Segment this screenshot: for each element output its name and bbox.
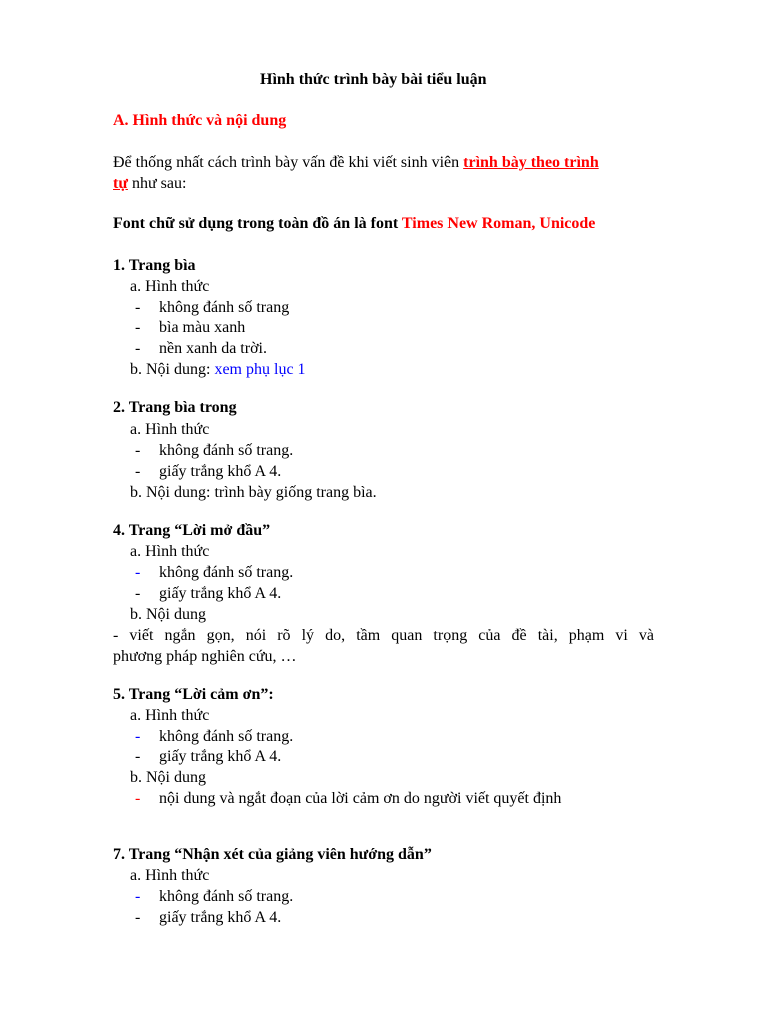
section-7-heading: 7. Trang “Nhận xét của giảng viên hướng dẫn”: [113, 846, 432, 863]
section-1-heading: 1. Trang bìa: [113, 257, 196, 274]
appendix-link[interactable]: xem phụ lục 1: [214, 361, 306, 378]
bullet-dash: -: [135, 442, 141, 459]
section-1-a: a. Hình thức: [130, 278, 210, 295]
bullet-dash: -: [135, 319, 141, 336]
section-5-a: a. Hình thức: [130, 707, 210, 724]
intro-line-2: [113, 174, 186, 194]
section-5-content: nội dung và ngắt đoạn của lời cảm ơn do người viết quyết định: [159, 790, 562, 807]
intro-emphasis-1: trình bày theo trình: [463, 154, 599, 171]
section-4-item-1: không đánh số trang.: [159, 564, 294, 581]
intro-emphasis-2: tự: [113, 175, 128, 192]
font-note: [113, 214, 595, 234]
section-4-a: a. Hình thức: [130, 543, 210, 560]
section-4-heading: 4. Trang “Lời mở đầu”: [113, 522, 271, 539]
section-7-item-2: giấy trắng khổ A 4.: [159, 909, 282, 926]
bullet-dash: -: [135, 340, 141, 357]
font-note-text: Font chữ sử dụng trong toàn đồ án là font: [113, 215, 402, 232]
bullet-dash: -: [135, 585, 141, 602]
section-4-paragraph-line-2: phương pháp nghiên cứu, …: [113, 648, 297, 665]
section-2-b: b. Nội dung: trình bày giống trang bìa.: [130, 484, 377, 501]
section-1-b-label: b. Nội dung:: [130, 361, 215, 378]
section-5-heading: 5. Trang “Lời cảm ơn”:: [113, 686, 274, 703]
page-title: Hình thức trình bày bài tiểu luận: [260, 71, 487, 88]
section-2-heading: 2. Trang bìa trong: [113, 399, 237, 416]
bullet-dash: -: [135, 299, 141, 316]
bullet-dash: -: [135, 463, 141, 480]
section-1-item-3: nền xanh da trời.: [159, 340, 267, 357]
intro-text: Để thống nhất cách trình bày vấn đề khi viết sinh viên: [113, 154, 464, 171]
bullet-dash: -: [135, 790, 141, 807]
section-2-item-1: không đánh số trang.: [159, 442, 294, 459]
section-1-item-2: bìa màu xanh: [159, 319, 246, 336]
intro-tail: như sau:: [127, 175, 187, 192]
bullet-dash: -: [135, 748, 141, 765]
section-2-item-2: giấy trắng khổ A 4.: [159, 463, 282, 480]
font-name: Times New Roman, Unicode: [401, 215, 596, 232]
section-4-item-2: giấy trắng khổ A 4.: [159, 585, 282, 602]
section-5-b: b. Nội dung: [130, 769, 206, 786]
section-7-a: a. Hình thức: [130, 867, 210, 884]
section-1-b: [130, 360, 306, 380]
section-7-item-1: không đánh số trang.: [159, 888, 294, 905]
bullet-dash: -: [135, 909, 141, 926]
section-4-paragraph-line-1: - viết ngắn gọn, nói rõ lý do, tầm quan trọng của đề tài, phạm vi và: [113, 627, 654, 644]
bullet-dash: -: [135, 888, 141, 905]
section-2-a: a. Hình thức: [130, 421, 210, 438]
section-1-item-1: không đánh số trang: [159, 299, 290, 316]
intro-line-1: [113, 153, 599, 173]
heading-a: A. Hình thức và nội dung: [113, 112, 287, 129]
section-5-item-1: không đánh số trang.: [159, 728, 294, 745]
section-4-b: b. Nội dung: [130, 606, 206, 623]
bullet-dash: -: [135, 564, 141, 581]
section-5-item-2: giấy trắng khổ A 4.: [159, 748, 282, 765]
bullet-dash: -: [135, 728, 141, 745]
